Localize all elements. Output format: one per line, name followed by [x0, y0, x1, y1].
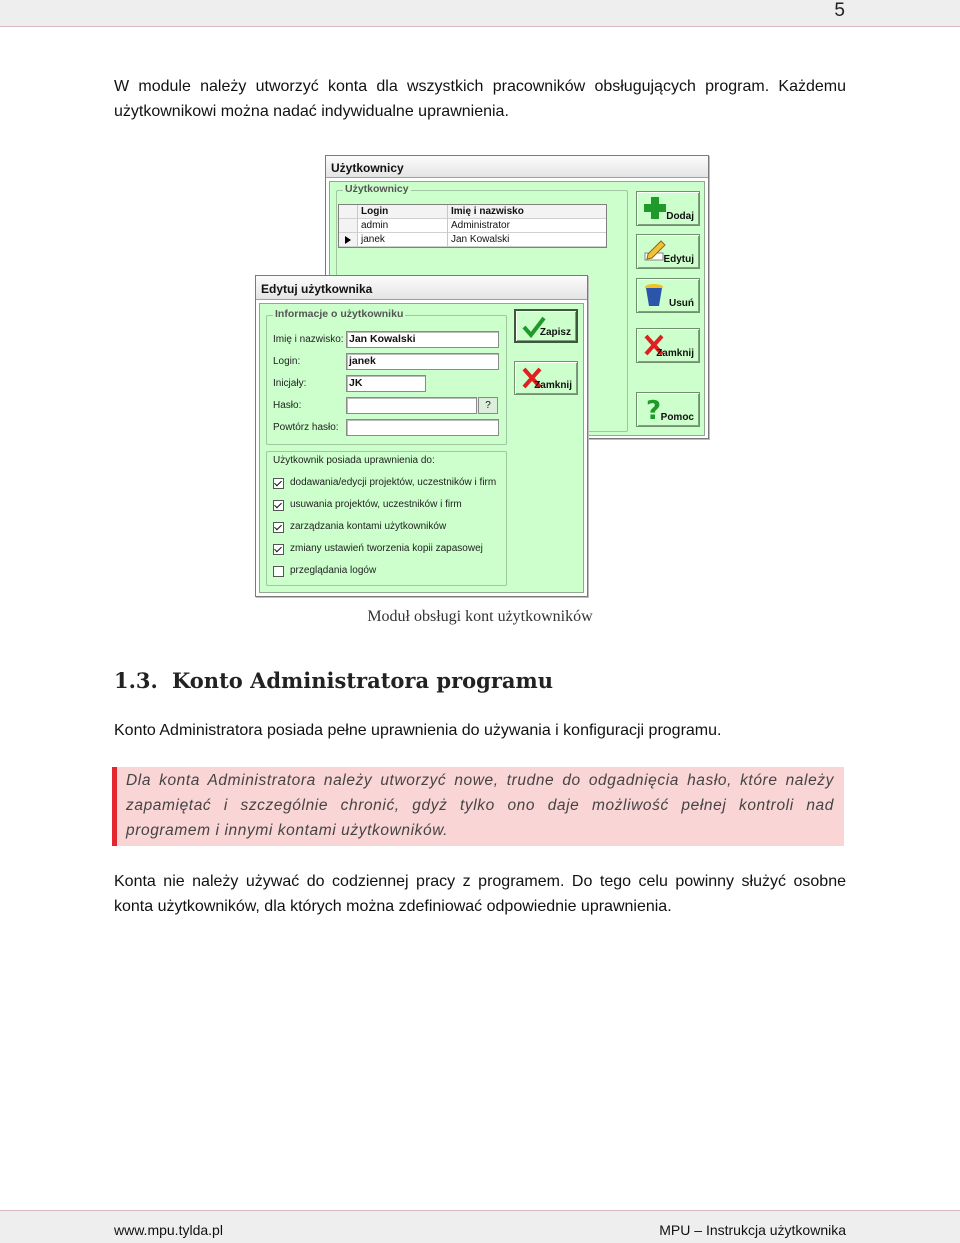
close-button-label: Zamknij — [656, 348, 694, 359]
cell-login: admin — [361, 220, 389, 231]
warning-note-text: Dla konta Administratora należy utworzyć nowe, trudne do odgadnięcia hasło, które należy zapamiętać i szczególnie chronić, gdyż tylko ono daje możliwość pełnej kontroli nad programem i innymi kontami użytkowników. — [126, 772, 834, 839]
close-button[interactable] — [636, 328, 700, 363]
permission-checkbox[interactable] — [273, 544, 284, 555]
page-number: 5 — [834, 0, 845, 21]
footer-doc-title: MPU – Instrukcja użytkownika — [659, 1222, 846, 1238]
edit-user-window-body — [259, 303, 584, 593]
initials-label: Inicjały: — [273, 378, 307, 389]
login-label: Login: — [273, 356, 301, 367]
row-indicator — [339, 219, 358, 232]
svg-text:?: ? — [646, 396, 662, 423]
table-header — [339, 205, 606, 219]
row-indicator — [339, 205, 358, 218]
cell-login: janek — [361, 234, 385, 245]
section-paragraph: Konto Administratora posiada pełne uprawnienia do używania i konfiguracji programu. — [114, 722, 722, 739]
column-header-login[interactable]: Login — [361, 206, 389, 217]
closing-paragraph: Konta nie należy używać do codziennej pracy z programem. Do tego celu powinny służyć osobne konta użytkowników, dla których można zdefiniować odpowiednie uprawnienia. — [114, 873, 846, 915]
current-row-arrow-icon — [345, 236, 351, 244]
section-title: Konto Administratora programu — [172, 668, 553, 693]
permission-label: dodawania/edycji projektów, uczestników i firm — [290, 477, 497, 488]
permission-checkbox[interactable] — [273, 522, 284, 533]
login-field[interactable]: janek — [346, 353, 499, 370]
intro-paragraph: W module należy utworzyć konta dla wszystkich pracowników obsługujących program. Każdemu użytkownikowi można nadać indywidualne uprawnienia. — [114, 78, 846, 120]
initials-field[interactable]: JK — [346, 375, 426, 392]
repeat-password-field[interactable] — [346, 419, 499, 436]
password-field[interactable] — [346, 397, 477, 414]
permission-checkbox[interactable] — [273, 500, 284, 511]
user-info-group-label: Informacje o użytkowniku — [275, 308, 404, 320]
figure-caption: Moduł obsługi kont użytkowników — [367, 608, 593, 625]
permission-checkbox[interactable] — [273, 478, 284, 489]
users-window-title: Użytkownicy — [326, 156, 708, 178]
help-button-label: Pomoc — [660, 412, 694, 423]
edit-user-window-title: Edytuj użytkownika — [256, 276, 587, 300]
permissions-heading: Użytkownik posiada uprawnienia do: — [273, 455, 435, 466]
permission-label: usuwania projektów, uczestników i firm — [290, 499, 462, 510]
edit-user-window — [255, 275, 588, 597]
edit-button[interactable] — [636, 234, 700, 269]
delete-button-label: Usuń — [669, 298, 694, 309]
table-row[interactable] — [339, 219, 606, 233]
permission-label: przeglądania logów — [290, 565, 377, 576]
password-help-button[interactable]: ? — [478, 397, 498, 414]
column-header-name[interactable]: Imię i nazwisko — [451, 206, 524, 217]
section-heading — [114, 668, 553, 693]
permission-label: zarządzania kontami użytkowników — [290, 521, 447, 532]
users-group-label: Użytkownicy — [345, 183, 409, 195]
password-label: Hasło: — [273, 400, 302, 411]
repeat-password-label: Powtórz hasło: — [273, 422, 339, 433]
add-button[interactable] — [636, 191, 700, 226]
page-header — [0, 0, 960, 27]
add-button-label: Dodaj — [666, 211, 694, 222]
help-button[interactable] — [636, 392, 700, 427]
footer-website[interactable]: www.mpu.tylda.pl — [114, 1222, 223, 1238]
delete-button[interactable] — [636, 278, 700, 313]
full-name-label: Imię i nazwisko: — [273, 334, 344, 345]
table-row[interactable] — [339, 233, 606, 247]
close-button[interactable] — [514, 361, 578, 395]
cell-name: Jan Kowalski — [451, 234, 510, 245]
close-button-label: Zamknij — [534, 380, 572, 391]
column-divider — [447, 205, 448, 247]
save-button-label: Zapisz — [539, 327, 571, 338]
edit-button-label: Edytuj — [663, 254, 694, 265]
users-table — [338, 204, 607, 248]
full-name-field[interactable]: Jan Kowalski — [346, 331, 499, 348]
save-button[interactable] — [514, 309, 578, 343]
plus-icon — [642, 194, 668, 222]
section-number: 1.3. — [114, 668, 158, 693]
cell-name: Administrator — [451, 220, 510, 231]
row-indicator — [339, 233, 358, 246]
trash-icon — [642, 281, 668, 309]
permission-checkbox[interactable] — [273, 566, 284, 577]
permission-label: zmiany ustawień tworzenia kopii zapasowej — [290, 543, 483, 554]
